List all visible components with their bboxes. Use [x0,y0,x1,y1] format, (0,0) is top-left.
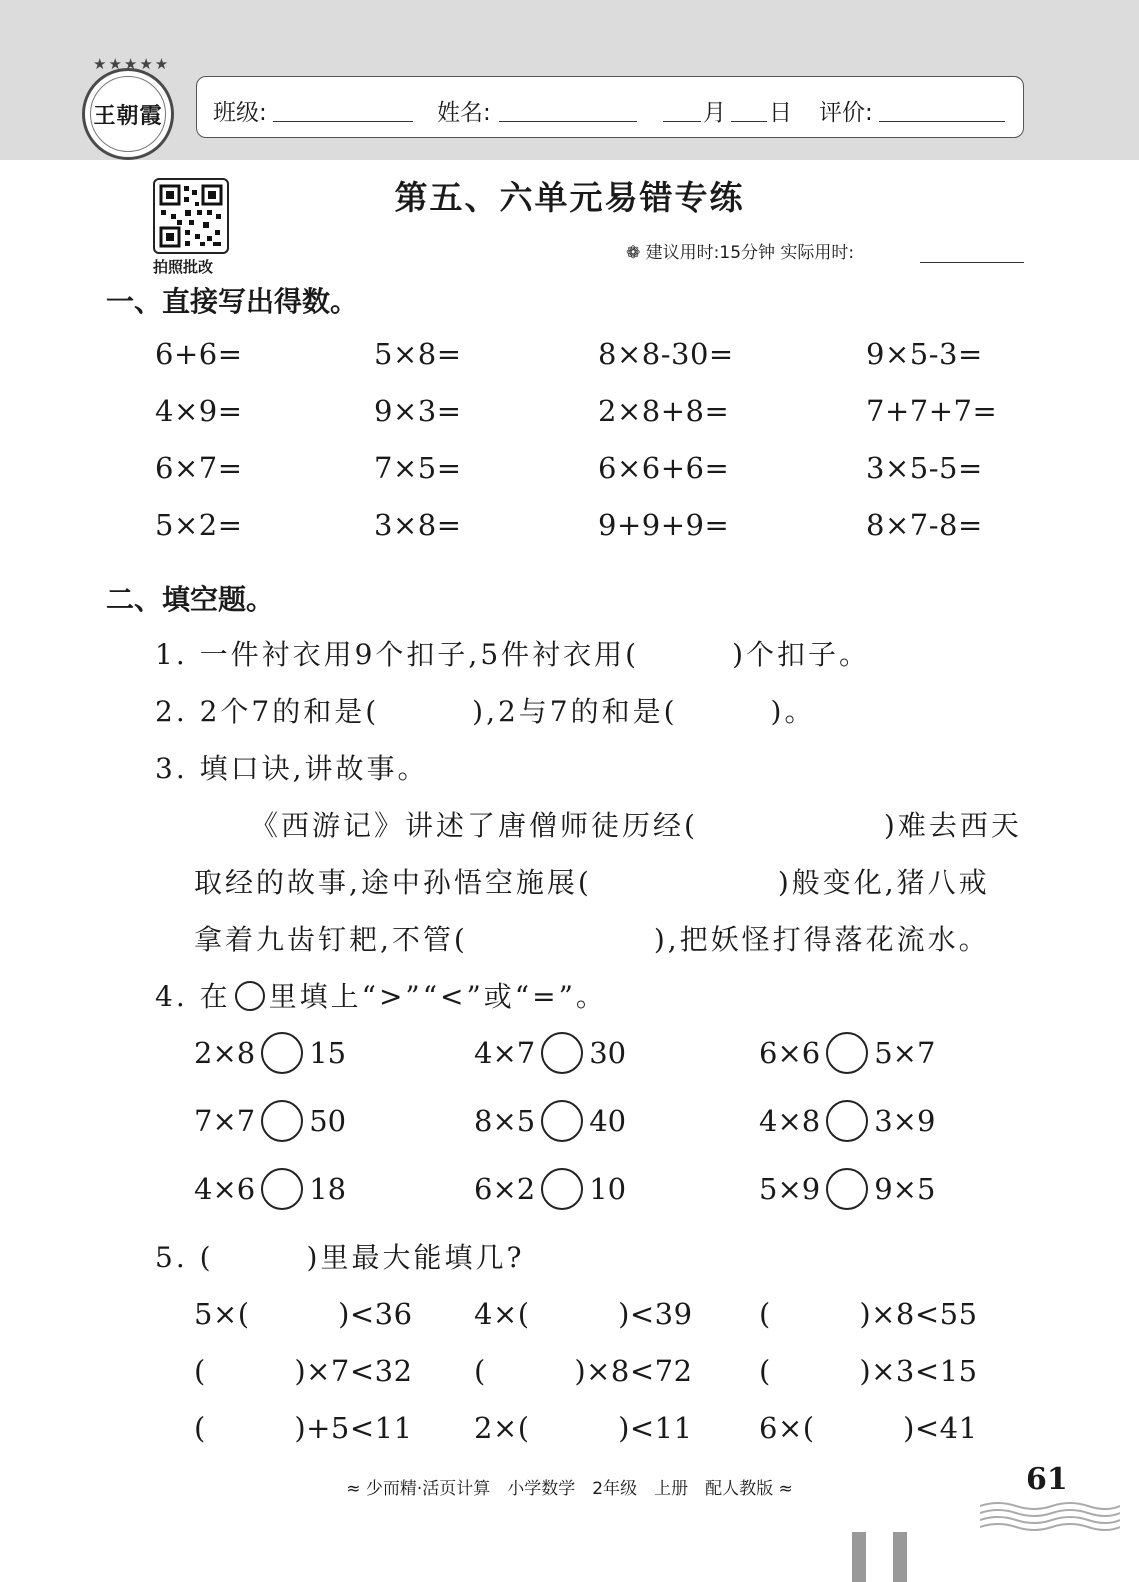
question-3-title: 3. 填口诀,讲故事。 [155,752,429,785]
rating-label: 评价: [819,100,873,126]
max-fill-item: ( )×8<72 [474,1354,693,1388]
page-number: 61 [1026,1462,1068,1497]
compare-left: 2×8 [194,1036,256,1070]
compare-right: 10 [589,1172,627,1206]
compare-item [474,1032,626,1074]
section-2-title: 二、填空题。 [106,583,275,616]
answer-circle[interactable] [261,1100,303,1142]
story-line: 《西游记》讲述了唐僧师徒历经( )难去西天 [250,809,1022,842]
class-label: 班级: [213,100,267,126]
actual-time-field[interactable] [920,262,1024,263]
class-field[interactable] [273,121,413,122]
question-5-title: 5. ( )里最大能填几? [155,1241,525,1274]
binding-bar [852,1532,866,1582]
compare-right: 15 [309,1036,347,1070]
compare-right: 18 [309,1172,347,1206]
compare-item [474,1168,626,1210]
calc-item: 6×6+6= [598,451,730,485]
compare-right: 40 [589,1104,627,1138]
compare-item [474,1100,626,1142]
compare-right: 5×7 [874,1036,936,1070]
question-4-title [155,975,607,1015]
compare-item [194,1032,346,1074]
month-field[interactable] [663,121,701,122]
answer-circle[interactable] [826,1168,868,1210]
student-info-box [196,76,1024,138]
footer-text: ≈ 少而精·活页计算 小学数学 2年级 上册 配人教版 ≈ [346,1479,793,1499]
calc-item: 3×5-5= [866,451,983,485]
compare-item [759,1168,935,1210]
compare-left: 7×7 [194,1104,256,1138]
question-4-suffix: 里填上“>”“<”或“=”。 [268,980,607,1013]
max-fill-item: ( )×7<32 [194,1354,413,1388]
compare-right: 3×9 [874,1104,936,1138]
calc-item: 8×8-30= [598,337,734,371]
compare-item [194,1100,346,1142]
answer-circle[interactable] [541,1100,583,1142]
binding-bar [893,1532,907,1582]
max-fill-item: 6×( )<41 [759,1411,978,1445]
compare-left: 8×5 [474,1104,536,1138]
calc-item: 5×8= [374,337,462,371]
calc-item: 8×7-8= [866,508,983,542]
answer-circle[interactable] [261,1168,303,1210]
wave-decoration-icon [980,1500,1120,1534]
max-fill-item: 4×( )<39 [474,1297,693,1331]
answer-circle[interactable] [541,1168,583,1210]
answer-circle[interactable] [541,1032,583,1074]
compare-right: 9×5 [874,1172,936,1206]
max-fill-item: ( )+5<11 [194,1411,413,1445]
max-fill-item: ( )×3<15 [759,1354,978,1388]
max-fill-item: ( )×8<55 [759,1297,978,1331]
answer-circle[interactable] [826,1100,868,1142]
page-title: 第五、六单元易错专练 [394,178,745,217]
calc-item: 2×8+8= [598,394,730,428]
calc-item: 6×7= [155,451,243,485]
compare-item [759,1100,935,1142]
suggested-time: ❁ 建议用时:15分钟 实际用时: [626,243,855,263]
compare-item [759,1032,935,1074]
answer-circle[interactable] [261,1032,303,1074]
compare-left: 4×6 [194,1172,256,1206]
qr-caption: 拍照批改 [153,258,214,276]
compare-left: 4×8 [759,1104,821,1138]
compare-left: 5×9 [759,1172,821,1206]
question-2: 2. 2个7的和是( ),2与7的和是( )。 [155,695,816,728]
month-label: 月 [703,100,726,126]
compare-left: 4×7 [474,1036,536,1070]
logo-stars: ★★★★★ [93,55,171,73]
calc-item: 4×9= [155,394,243,428]
publisher-logo [82,55,174,160]
compare-item [194,1168,346,1210]
day-label: 日 [769,100,792,126]
calc-item: 3×8= [374,508,462,542]
calc-item: 9×5-3= [866,337,983,371]
compare-right: 50 [309,1104,347,1138]
section-1-title: 一、直接写出得数。 [106,285,359,318]
story-line: 拿着九齿钉耙,不管( ),把妖怪打得落花流水。 [194,923,990,956]
calc-item: 9×3= [374,394,462,428]
compare-left: 6×6 [759,1036,821,1070]
name-label: 姓名: [437,100,491,126]
rating-field[interactable] [879,121,1005,122]
calc-item: 7×5= [374,451,462,485]
calc-item: 7+7+7= [866,394,998,428]
question-1: 1. 一件衬衣用9个扣子,5件衬衣用( )个扣子。 [155,638,870,671]
day-field[interactable] [731,121,767,122]
answer-circle[interactable] [826,1032,868,1074]
circle-icon [235,981,265,1011]
calc-item: 9+9+9= [598,508,730,542]
compare-right: 30 [589,1036,627,1070]
calc-item: 6+6= [155,337,243,371]
compare-left: 6×2 [474,1172,536,1206]
calc-item: 5×2= [155,508,243,542]
name-field[interactable] [499,121,637,122]
logo-text: 王朝霞 [93,102,163,129]
story-line: 取经的故事,途中孙悟空施展( )般变化,猪八戒 [194,866,990,899]
question-4-prefix: 4. 在 [155,980,231,1013]
max-fill-item: 5×( )<36 [194,1297,413,1331]
max-fill-item: 2×( )<11 [474,1411,693,1445]
